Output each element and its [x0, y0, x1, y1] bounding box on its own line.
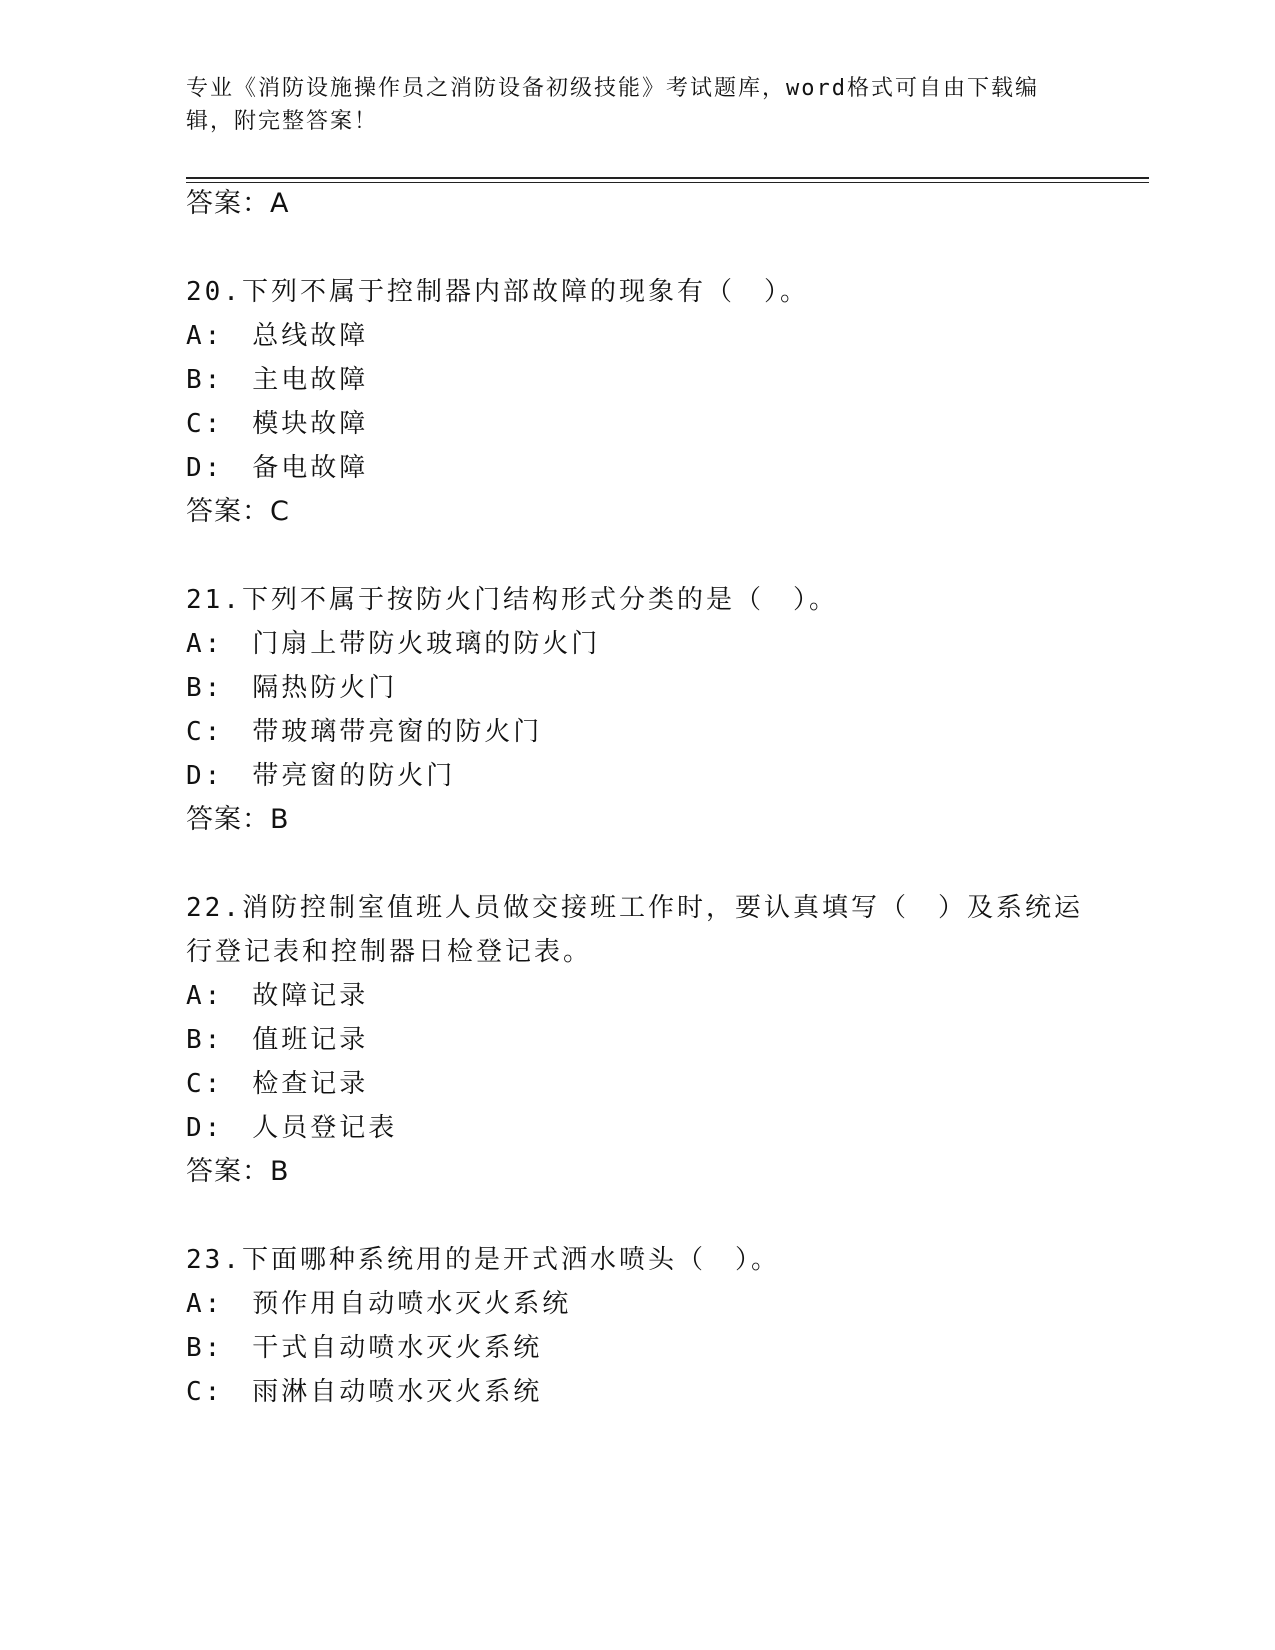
question-22-stem-line-1: 22.消防控制室值班人员做交接班工作时，要认真填写（ ）及系统运: [186, 893, 1083, 923]
question-20-option-b: B: 主电故障: [186, 365, 369, 395]
question-22-option-d: D: 人员登记表: [186, 1113, 398, 1143]
question-20-option-d: D: 备电故障: [186, 453, 369, 483]
question-21-option-b: B: 隔热防火门: [186, 673, 398, 703]
question-20-option-c: C: 模块故障: [186, 409, 369, 439]
question-23-option-b: B: 干式自动喷水灭火系统: [186, 1333, 543, 1363]
question-22-stem-line-2: 行登记表和控制器日检登记表。: [186, 937, 593, 967]
question-22-answer: 答案：B: [186, 1156, 290, 1187]
question-21-stem: 21.下列不属于按防火门结构形式分类的是（ ）。: [186, 585, 838, 615]
question-22-option-b: B: 值班记录: [186, 1025, 369, 1055]
header-line-2: 辑，附完整答案！: [186, 109, 379, 134]
page-header: [186, 72, 1066, 138]
previous-answer: 答案：A: [186, 188, 290, 219]
question-23-stem: 23.下面哪种系统用的是开式洒水喷头（ ）。: [186, 1245, 780, 1275]
question-22-option-c: C: 检查记录: [186, 1069, 369, 1099]
question-22-option-a: A: 故障记录: [186, 981, 369, 1011]
question-21-answer: 答案：B: [186, 804, 290, 835]
question-21-option-d: D: 带亮窗的防火门: [186, 761, 456, 791]
question-23-option-a: A: 预作用自动喷水灭火系统: [186, 1289, 572, 1319]
header-line-1: 专业《消防设施操作员之消防设备初级技能》考试题库，word格式可自由下载编: [186, 76, 1039, 101]
header-divider: [186, 177, 1149, 179]
question-20-stem: 20.下列不属于控制器内部故障的现象有（ ）。: [186, 277, 809, 307]
question-21-option-a: A: 门扇上带防火玻璃的防火门: [186, 629, 601, 659]
question-20-option-a: A: 总线故障: [186, 321, 369, 351]
question-20-answer: 答案：C: [186, 496, 290, 527]
header-divider-thin: [186, 182, 1149, 183]
question-23-option-c: C: 雨淋自动喷水灭火系统: [186, 1377, 543, 1407]
question-21-option-c: C: 带玻璃带亮窗的防火门: [186, 717, 543, 747]
